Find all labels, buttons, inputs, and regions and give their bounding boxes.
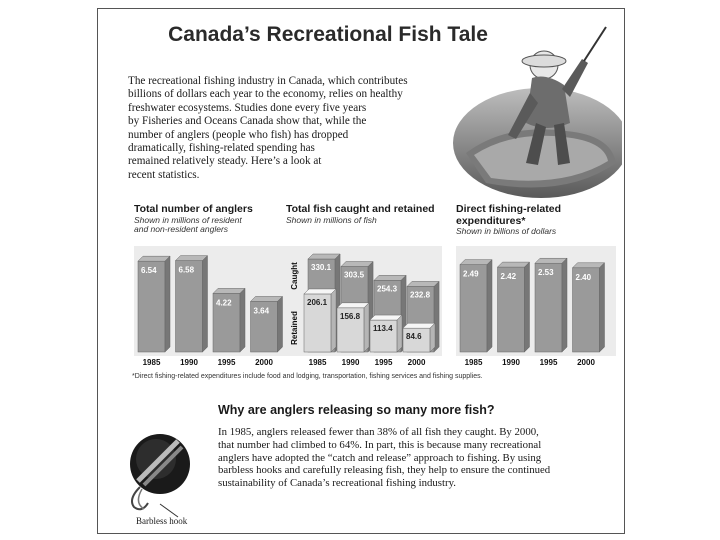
- answer-line: In 1985, anglers released fewer than 38% of all fish they caught. By 2000,: [218, 426, 539, 438]
- data-label: 3.64: [253, 306, 270, 316]
- intro-line: billions of dollars each year to the economy, relies on healthy: [128, 88, 403, 101]
- data-label: 2.49: [463, 269, 479, 279]
- chart-fish: [286, 203, 435, 367]
- answer-line: sustainability of Canada’s recreational fishing industry.: [218, 477, 456, 490]
- x-tick-label: 1995: [217, 358, 236, 367]
- series-label-caught: Caught: [290, 262, 299, 290]
- intro-line: The recreational fishing industry in Canada, which contributes: [128, 75, 408, 87]
- chart-expenditures: [456, 203, 606, 367]
- answer-line: barbless hooks and carefully releasing fish, they help to ensure the continued: [218, 464, 551, 477]
- data-label: 2.40: [575, 272, 592, 282]
- data-label: 6.58: [178, 265, 195, 275]
- bar-retained: [337, 303, 369, 352]
- intro-paragraph: [128, 75, 418, 182]
- chart-anglers-plot: [134, 240, 294, 372]
- data-label: 206.1: [307, 297, 328, 307]
- x-tick-label: 2000: [255, 358, 273, 367]
- data-label: 303.5: [344, 270, 365, 280]
- x-tick-label: 2000: [407, 358, 426, 367]
- section-question: Why are anglers releasing so many more fish?: [218, 403, 495, 417]
- chart-title: Total number of anglers: [134, 203, 253, 215]
- data-label: 156.8: [340, 311, 361, 321]
- chart-anglers: [134, 203, 273, 367]
- intro-line: freshwater ecosystems. Studies done every five years: [128, 101, 367, 114]
- x-tick-label: 1985: [142, 358, 161, 367]
- answer-line: anglers have adopted the “catch and release” approach to fishing. By using: [218, 451, 542, 464]
- x-tick-label: 1985: [464, 358, 483, 367]
- x-tick-label: 1995: [374, 358, 393, 367]
- data-label: 232.8: [410, 290, 431, 300]
- chart-subtitle: and non-resident anglers: [134, 224, 229, 234]
- barbless-hook-icon: [120, 419, 216, 519]
- data-label: 2.53: [538, 268, 554, 278]
- bar: [251, 296, 283, 352]
- data-label: 330.1: [311, 263, 332, 273]
- x-tick-label: 1990: [502, 358, 520, 367]
- x-tick-label: 2000: [577, 358, 595, 367]
- page-title: Canada’s Recreational Fish Tale: [168, 23, 488, 46]
- intro-line: by Fisheries and Oceans Canada show that, while the: [128, 115, 367, 128]
- answer-paragraph: [218, 426, 551, 490]
- data-label: 113.4: [373, 324, 393, 334]
- intro-line: recent statistics.: [128, 168, 200, 181]
- x-tick-label: 1990: [180, 358, 198, 367]
- data-label: 4.22: [216, 298, 232, 308]
- x-tick-label: 1995: [539, 358, 558, 367]
- intro-line: number of anglers (people who fish) has dropped: [128, 128, 349, 141]
- chart-title: Direct fishing-related expenditures*: [456, 203, 562, 227]
- data-label: 254.3: [377, 284, 398, 294]
- chart-expenditures-plot: [456, 240, 616, 372]
- hook-label: Barbless hook: [136, 516, 188, 526]
- answer-line: that number had climbed to 64%. In part, this is because many recreational: [218, 438, 542, 451]
- infographic-page: [97, 8, 625, 534]
- bar-retained: [370, 315, 402, 352]
- chart-subtitle: Shown in millions of fish: [286, 214, 377, 225]
- x-tick-label: 1990: [341, 358, 360, 367]
- chart-subtitle: Shown in billions of dollars: [456, 226, 557, 236]
- chart-title: Total fish caught and retained: [286, 203, 435, 215]
- intro-line: remained relatively steady. Here’s a look at: [128, 155, 322, 168]
- angler-photo: [446, 23, 622, 201]
- data-label: 6.54: [141, 266, 157, 276]
- series-label-retained: Retained: [290, 311, 299, 345]
- intro-line: dramatically, fishing-related spending has: [128, 142, 315, 155]
- data-label: 84.6: [406, 332, 422, 342]
- chart-subtitle: Shown in millions of resident: [134, 214, 242, 225]
- footnote: *Direct fishing-related expenditures include food and lodging, transportation, fishing services and fishing supplies.: [132, 373, 483, 380]
- chart-fish-plot: [286, 240, 442, 372]
- x-tick-label: 1985: [308, 358, 327, 367]
- data-label: 2.42: [500, 272, 517, 282]
